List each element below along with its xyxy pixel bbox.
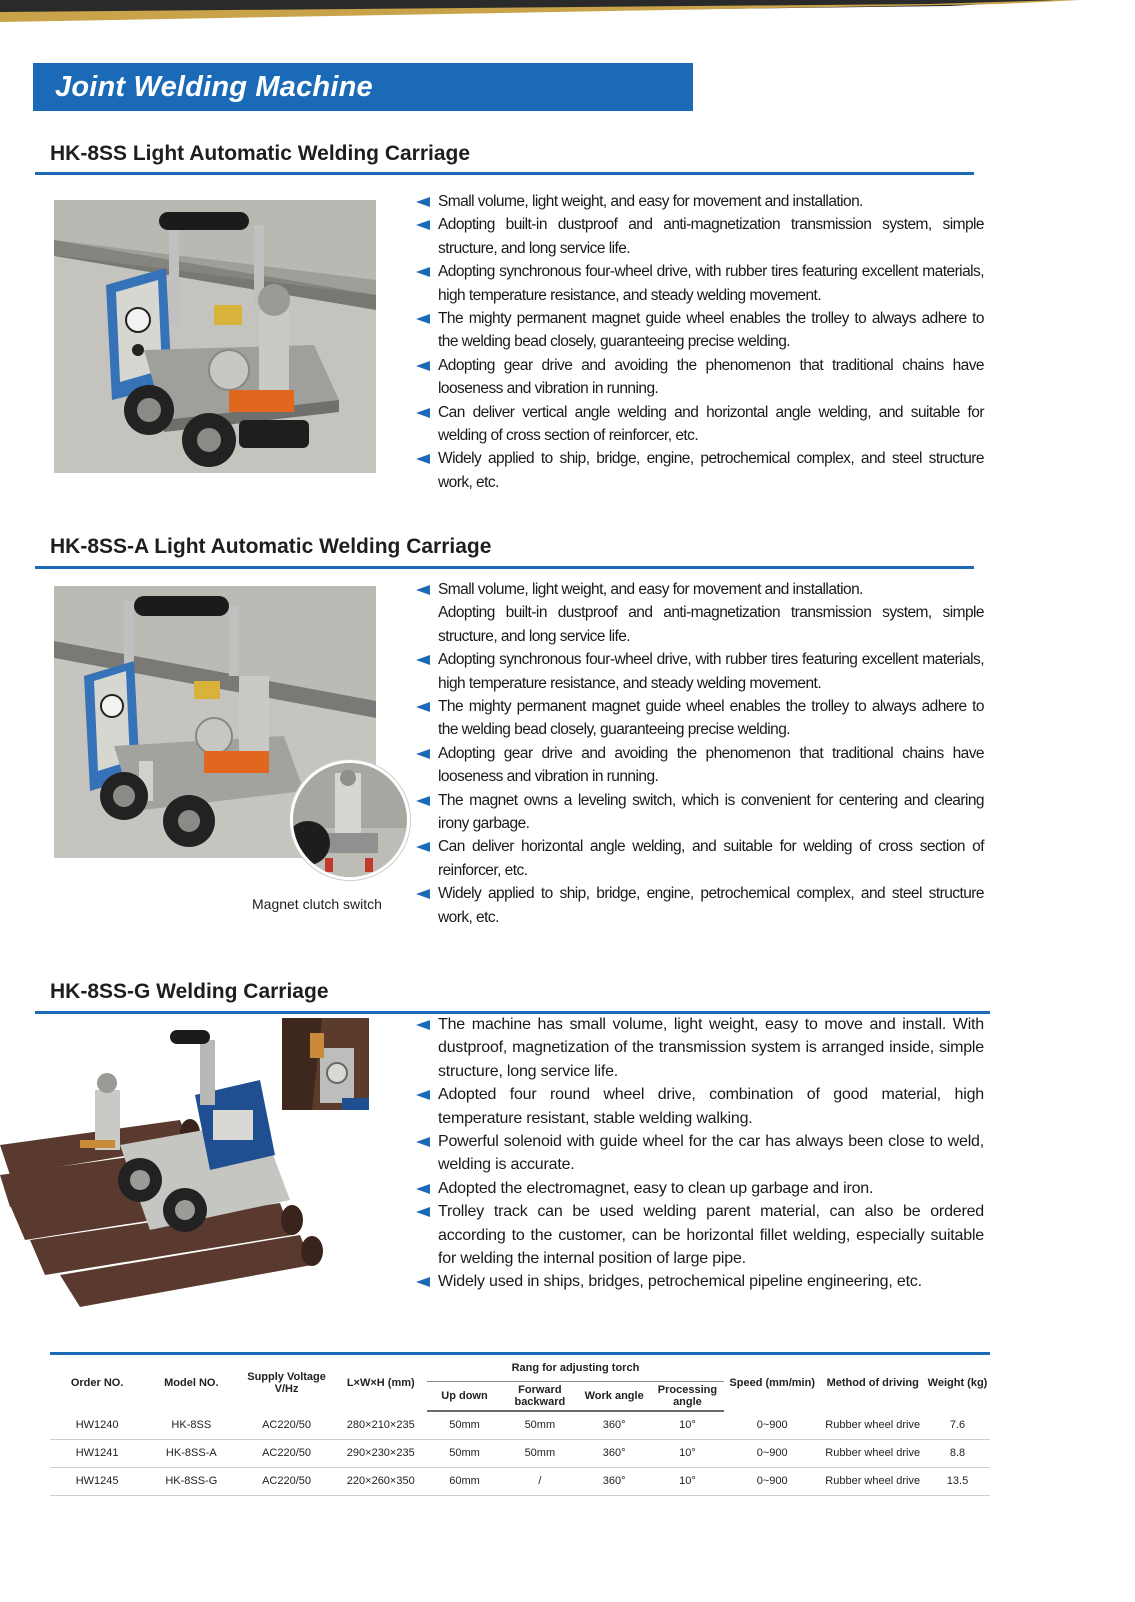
list-item: Widely applied to ship, bridge, engine, petrochemical complex, and steel structure work, etc. xyxy=(416,447,984,494)
table-row: HW1241 HK-8SS-A AC220/50 290×230×235 50mm 50mm 360° 10° 0~900 Rubber wheel drive 8.8 xyxy=(50,1439,990,1467)
col-header-processing-angle: Processing angle xyxy=(651,1381,724,1411)
list-item: Adopted the electromagnet, easy to clean up garbage and iron. xyxy=(416,1177,984,1200)
list-item: Adopting built-in dustproof and anti-magnetization transmission system, simple structure, and long service life. xyxy=(416,213,984,260)
col-header-model: Model NO. xyxy=(164,1377,219,1389)
list-item: Powerful solenoid with guide wheel for the car has always been close to weld, welding is accurate. xyxy=(416,1130,984,1177)
col-header-speed: Speed (mm/min) xyxy=(729,1377,815,1389)
top-stripe-decoration xyxy=(0,0,1135,22)
list-item: Adopted four round wheel drive, combination of good material, high temperature resistant, stable welding walking. xyxy=(416,1083,984,1130)
arrow-bullet-icon xyxy=(416,1184,430,1194)
arrow-bullet-icon xyxy=(416,454,430,464)
section-title-hk-8ss-a: HK-8SS-A Light Automatic Welding Carriage xyxy=(50,535,492,558)
section-divider xyxy=(35,172,974,175)
arrow-bullet-icon xyxy=(416,1137,430,1147)
arrow-bullet-icon xyxy=(416,1020,430,1030)
list-item: Widely used in ships, bridges, petrochemical pipeline engineering, etc. xyxy=(416,1270,984,1293)
detail-photo-hk-8ss-g xyxy=(282,1018,369,1110)
col-header-dims: L×W×H (mm) xyxy=(346,1377,415,1389)
section-title-hk-8ss-g: HK-8SS-G Welding Carriage xyxy=(50,980,329,1003)
feature-list-hk-8ss xyxy=(416,190,984,494)
arrow-bullet-icon xyxy=(416,585,430,595)
page-banner xyxy=(33,63,693,111)
arrow-bullet-icon xyxy=(416,314,430,324)
arrow-bullet-icon xyxy=(416,1090,430,1100)
arrow-bullet-icon xyxy=(416,1207,430,1217)
col-header-method: Method of driving xyxy=(826,1377,919,1389)
col-header-voltage: Supply Voltage V/Hz xyxy=(247,1371,326,1395)
table-row: HW1245 HK-8SS-G AC220/50 220×260×350 60mm / 360° 10° 0~900 Rubber wheel drive 13.5 xyxy=(50,1467,990,1495)
list-item: Adopting gear drive and avoiding the phenomenon that traditional chains have looseness and vibration in running. xyxy=(416,742,984,789)
feature-list-hk-8ss-a xyxy=(416,578,984,929)
list-item: Can deliver horizontal angle welding, and suitable for welding of cross section of reinforcer, etc. xyxy=(416,835,984,882)
list-item: The mighty permanent magnet guide wheel enables the trolley to always adhere to the welding bead closely, guaranteeing precise welding. xyxy=(416,307,984,354)
list-item: The machine has small volume, light weight, easy to move and install. With dustproof, magnetization of the transmission system is arranged inside, simple structure, long service life. xyxy=(416,1013,984,1083)
product-photo-hk-8ss xyxy=(54,200,376,473)
table-row: HW1240 HK-8SS AC220/50 280×210×235 50mm 50mm 360° 10° 0~900 Rubber wheel drive 7.6 xyxy=(50,1411,990,1439)
arrow-bullet-icon xyxy=(416,796,430,806)
list-item: Trolley track can be used welding parent material, can also be ordered according to the customer, can be horizontal fillet welding, especially suitable for welding the internal position of large pipe. xyxy=(416,1200,984,1270)
arrow-bullet-icon xyxy=(416,267,430,277)
list-item: Small volume, light weight, and easy for movement and installation. xyxy=(416,578,984,601)
list-item: Adopting built-in dustproof and anti-magnetization transmission system, simple structure, and long service life. xyxy=(438,604,984,645)
list-item: Widely applied to ship, bridge, engine, petrochemical complex, and steel structure work, etc. xyxy=(416,882,984,929)
specification-table xyxy=(50,1355,990,1496)
col-header-weight: Weight (kg) xyxy=(927,1377,988,1389)
list-item: Adopting synchronous four-wheel drive, with rubber tires featuring excellent materials, high temperature resistance, and steady welding movement. xyxy=(416,260,984,307)
col-header-updown: Up down xyxy=(427,1381,502,1411)
section-title-hk-8ss: HK-8SS Light Automatic Welding Carriage xyxy=(50,142,471,165)
arrow-bullet-icon xyxy=(416,655,430,665)
arrow-bullet-icon xyxy=(416,408,430,418)
feature-list-hk-8ss-g xyxy=(416,1013,984,1294)
arrow-bullet-icon xyxy=(416,749,430,759)
arrow-bullet-icon xyxy=(416,220,430,230)
arrow-bullet-icon xyxy=(416,702,430,712)
arrow-bullet-icon xyxy=(416,197,430,207)
list-item: Adopting synchronous four-wheel drive, with rubber tires featuring excellent materials, high temperature resistance, and steady welding movement. xyxy=(416,648,984,695)
arrow-bullet-icon xyxy=(416,842,430,852)
list-item: The mighty permanent magnet guide wheel enables the trolley to always adhere to the welding bead closely, guaranteeing precise welding. xyxy=(416,695,984,742)
page-title: Joint Welding Machine xyxy=(55,71,373,103)
list-item: Can deliver vertical angle welding and horizontal angle welding, and suitable for welding of cross section of reinforcer, etc. xyxy=(416,401,984,448)
arrow-bullet-icon xyxy=(416,1277,430,1287)
list-item: Adopting gear drive and avoiding the phenomenon that traditional chains have looseness and vibration in running. xyxy=(416,354,984,401)
list-item: Small volume, light weight, and easy for movement and installation. xyxy=(416,190,984,213)
section-divider xyxy=(35,566,974,569)
list-item: The magnet owns a leveling switch, which is convenient for centering and clearing irony garbage. xyxy=(416,789,984,836)
arrow-bullet-icon xyxy=(416,361,430,371)
col-header-forward: Forward backward xyxy=(502,1381,577,1411)
col-header-range: Rang for adjusting torch xyxy=(427,1355,724,1381)
col-header-work-angle: Work angle xyxy=(578,1381,651,1411)
arrow-bullet-icon xyxy=(416,889,430,899)
inset-caption: Magnet clutch switch xyxy=(252,896,382,912)
magnet-clutch-inset-photo xyxy=(290,760,410,880)
col-header-order: Order NO. xyxy=(70,1377,124,1389)
